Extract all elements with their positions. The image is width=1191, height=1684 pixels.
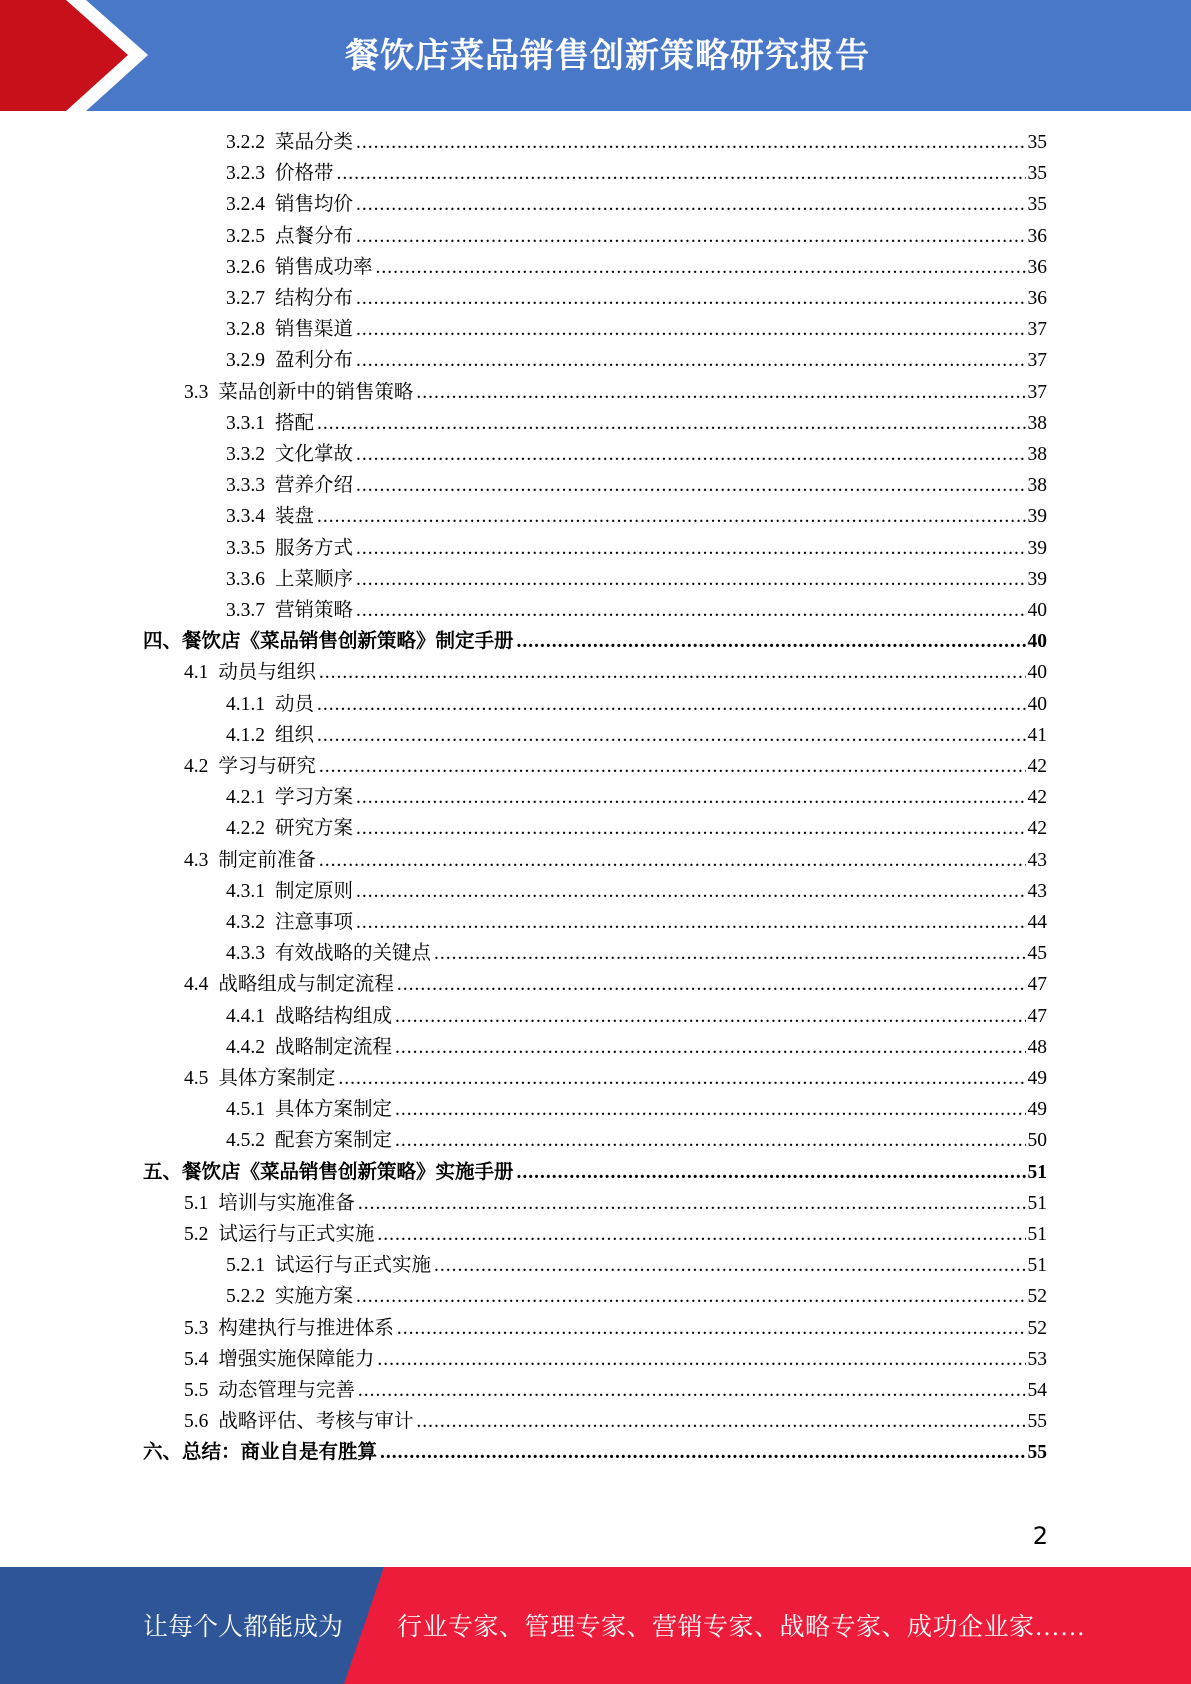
toc-entry[interactable]	[226, 876, 1047, 907]
toc-entry-title: 销售均价	[275, 194, 354, 216]
toc-dot-leader	[319, 751, 1026, 782]
toc-entry-title: 组织	[275, 724, 315, 746]
report-title: 餐饮店菜品销售创新策略研究报告	[345, 36, 870, 76]
toc-dot-leader	[416, 1406, 1025, 1437]
toc-dot-leader	[395, 1001, 1025, 1032]
toc-entry-title: 结构分布	[275, 288, 354, 309]
toc-entry-number: 4.2	[184, 756, 209, 777]
toc-entry-title: 上菜顺序	[275, 568, 354, 590]
toc-entry-title: 四、餐饮店《菜品销售创新策略》制定手册	[143, 631, 514, 653]
toc-entry[interactable]	[184, 1344, 1047, 1375]
toc-entry[interactable]	[184, 1063, 1047, 1094]
page-footer	[0, 1567, 1191, 1684]
toc-entry[interactable]	[184, 1188, 1047, 1219]
toc-entry-number: 5.4	[184, 1348, 209, 1370]
toc-entry[interactable]	[184, 845, 1047, 876]
toc-dot-leader	[395, 1125, 1025, 1156]
toc-dot-leader	[356, 221, 1025, 252]
toc-entry[interactable]	[143, 1157, 1047, 1188]
toc-entry[interactable]	[226, 283, 1047, 314]
toc-entry-page: 40	[1027, 662, 1047, 684]
toc-entry-page: 48	[1027, 1036, 1047, 1058]
toc-entry-page: 52	[1027, 1286, 1047, 1308]
toc-entry-number: 4.5	[184, 1068, 209, 1089]
page-number: 2	[1032, 1522, 1048, 1550]
toc-entry[interactable]	[184, 657, 1047, 688]
toc-entry-title: 培训与实施准备	[218, 1192, 355, 1214]
toc-entry[interactable]	[226, 813, 1047, 844]
toc-entry[interactable]	[226, 158, 1047, 189]
toc-entry-page: 37	[1027, 319, 1047, 341]
toc-entry-page: 49	[1027, 1068, 1047, 1089]
toc-entry[interactable]	[226, 1032, 1047, 1063]
toc-entry-page: 43	[1027, 849, 1047, 871]
toc-dot-leader	[380, 1437, 1025, 1468]
toc-entry-page: 40	[1027, 631, 1047, 653]
toc-dot-leader	[356, 876, 1025, 907]
toc-entry-page: 42	[1027, 756, 1047, 777]
toc-entry-page: 51	[1027, 1255, 1047, 1277]
toc-entry-page: 53	[1027, 1348, 1047, 1370]
toc-entry-page: 38	[1027, 444, 1047, 465]
toc-entry-page: 51	[1027, 1161, 1047, 1183]
toc-dot-leader	[434, 938, 1025, 969]
toc-dot-leader	[319, 657, 1026, 688]
toc-entry-number: 3.3	[184, 381, 209, 403]
toc-dot-leader	[356, 907, 1025, 938]
toc-entry-number: 5.2	[184, 1224, 209, 1245]
toc-entry-number: 3.2.7	[226, 288, 265, 309]
toc-entry-title: 制定前准备	[218, 849, 316, 871]
toc-dot-leader	[395, 1032, 1025, 1063]
toc-entry-number: 3.3.3	[226, 475, 265, 497]
toc-entry[interactable]	[143, 1437, 1047, 1468]
toc-entry[interactable]	[184, 1313, 1047, 1344]
toc-entry-title: 服务方式	[275, 537, 354, 559]
toc-entry-number: 3.2.3	[226, 163, 265, 185]
toc-dot-leader	[317, 408, 1025, 439]
toc-entry-page: 55	[1027, 1411, 1047, 1433]
toc-entry-number: 3.3.5	[226, 537, 265, 559]
toc-entry-number: 3.3.2	[226, 444, 265, 465]
toc-entry-page: 35	[1027, 194, 1047, 216]
toc-dot-leader	[356, 813, 1025, 844]
toc-entry[interactable]	[226, 564, 1047, 595]
toc-entry-number: 3.2.2	[226, 132, 265, 153]
toc-entry-page: 38	[1027, 412, 1047, 434]
toc-entry-page: 40	[1027, 600, 1047, 621]
toc-entry-number: 3.2.8	[226, 319, 265, 341]
toc-entry-number: 4.3.1	[226, 880, 265, 902]
toc-entry-number: 3.2.9	[226, 350, 265, 372]
toc-entry-title: 实施方案	[275, 1286, 354, 1308]
toc-entry-number: 3.3.7	[226, 600, 265, 621]
toc-entry-title: 制定原则	[275, 880, 354, 902]
toc-entry-number: 5.1	[184, 1192, 209, 1214]
toc-dot-leader	[416, 377, 1025, 408]
toc-entry[interactable]	[184, 1406, 1047, 1437]
toc-entry-page: 55	[1027, 1442, 1047, 1464]
toc-entry-number: 5.3	[184, 1317, 209, 1339]
toc-entry-number: 4.1.2	[226, 724, 265, 746]
toc-entry-title: 营销策略	[275, 600, 354, 621]
toc-entry-page: 42	[1027, 818, 1047, 840]
toc-dot-leader	[434, 1250, 1025, 1281]
toc-entry-page: 37	[1027, 350, 1047, 372]
toc-entry-number: 3.3.4	[226, 506, 265, 528]
toc-entry-page: 40	[1027, 693, 1047, 715]
toc-entry[interactable]	[226, 408, 1047, 439]
toc-entry-number: 4.3.2	[226, 912, 265, 933]
toc-entry-title: 注意事项	[275, 912, 354, 933]
toc-entry-number: 3.2.6	[226, 256, 265, 278]
toc-entry-number: 4.1.1	[226, 693, 265, 715]
toc-entry-title: 战略结构组成	[275, 1005, 393, 1027]
toc-entry-title: 营养介绍	[275, 475, 354, 497]
toc-dot-leader	[356, 314, 1025, 345]
footer-slogan-left: 让每个人都能成为	[143, 1614, 344, 1641]
toc-entry-page: 38	[1027, 475, 1047, 497]
toc-entry-page: 51	[1027, 1192, 1047, 1214]
toc-entry[interactable]	[226, 127, 1047, 158]
toc-dot-leader	[356, 345, 1025, 376]
toc-entry-title: 文化掌故	[275, 444, 354, 465]
toc-entry-page: 45	[1027, 943, 1047, 965]
toc-entry[interactable]	[226, 1094, 1047, 1125]
toc-entry-number: 3.3.6	[226, 568, 265, 590]
toc-entry[interactable]	[226, 470, 1047, 501]
toc-entry[interactable]	[226, 533, 1047, 564]
toc-entry-number: 3.2.4	[226, 194, 265, 216]
toc-entry[interactable]	[184, 1219, 1047, 1250]
toc-entry[interactable]	[226, 314, 1047, 345]
toc-entry[interactable]	[226, 501, 1047, 532]
toc-entry-page: 36	[1027, 225, 1047, 247]
toc-entry-page: 43	[1027, 880, 1047, 902]
toc-entry-number: 4.1	[184, 662, 209, 684]
toc-entry-title: 学习方案	[275, 787, 354, 809]
toc-dot-leader	[356, 439, 1025, 470]
toc-entry[interactable]	[226, 1125, 1047, 1156]
toc-entry-number: 5.2.2	[226, 1286, 265, 1308]
toc-entry-page: 52	[1027, 1317, 1047, 1339]
toc-entry-number: 4.4.1	[226, 1005, 265, 1027]
toc-entry-title: 具体方案制定	[275, 1099, 393, 1121]
toc-entry[interactable]	[226, 720, 1047, 751]
toc-entry-title: 学习与研究	[218, 756, 316, 777]
toc-dot-leader	[395, 1094, 1025, 1125]
footer-slogan-right: 行业专家、管理专家、营销专家、战略专家、成功企业家……	[397, 1614, 1086, 1641]
toc-entry-title: 菜品分类	[275, 132, 354, 153]
toc-entry-page: 36	[1027, 288, 1047, 309]
toc-entry[interactable]	[226, 221, 1047, 252]
toc-entry[interactable]	[226, 938, 1047, 969]
toc-entry-title: 价格带	[275, 163, 334, 185]
toc-entry[interactable]	[184, 969, 1047, 1000]
toc-dot-leader	[317, 720, 1025, 751]
toc-entry-number: 3.3.1	[226, 412, 265, 434]
toc-dot-leader	[376, 252, 1026, 283]
toc-entry-title: 战略评估、考核与审计	[218, 1411, 414, 1433]
toc-entry-page: 47	[1027, 974, 1047, 996]
toc-entry[interactable]	[226, 782, 1047, 813]
toc-entry-title: 研究方案	[275, 818, 354, 840]
toc-dot-leader	[358, 1188, 1026, 1219]
toc-entry-title: 有效战略的关键点	[275, 943, 432, 965]
toc-entry-number: 4.3	[184, 849, 209, 871]
toc-entry-page: 39	[1027, 537, 1047, 559]
toc-dot-leader	[517, 626, 1026, 657]
toc-entry[interactable]	[184, 377, 1047, 408]
toc-entry-page: 37	[1027, 381, 1047, 403]
toc-dot-leader	[356, 127, 1025, 158]
toc-entry[interactable]	[226, 1001, 1047, 1032]
toc-entry-number: 5.5	[184, 1380, 209, 1401]
toc-entry[interactable]	[226, 689, 1047, 720]
toc-dot-leader	[377, 1344, 1025, 1375]
toc-entry-title: 装盘	[275, 506, 315, 528]
toc-entry[interactable]	[226, 907, 1047, 938]
toc-dot-leader	[356, 1281, 1025, 1312]
toc-entry-page: 42	[1027, 787, 1047, 809]
toc-entry-page: 47	[1027, 1005, 1047, 1027]
toc-entry-number: 4.4	[184, 974, 209, 996]
toc-entry-page: 54	[1027, 1380, 1047, 1401]
toc-dot-leader	[317, 689, 1025, 720]
toc-entry-page: 41	[1027, 724, 1047, 746]
toc-entry-title: 点餐分布	[275, 225, 354, 247]
toc-entry-title: 动态管理与完善	[218, 1380, 355, 1401]
toc-entry[interactable]	[226, 252, 1047, 283]
toc-dot-leader	[356, 533, 1025, 564]
toc-entry-page: 39	[1027, 568, 1047, 590]
toc-dot-leader	[517, 1157, 1026, 1188]
toc-entry[interactable]	[184, 751, 1047, 782]
toc-entry-page: 35	[1027, 163, 1047, 185]
toc-entry-title: 战略组成与制定流程	[218, 974, 394, 996]
toc-entry-page: 36	[1027, 256, 1047, 278]
toc-dot-leader	[356, 564, 1025, 595]
toc-entry-title: 六、总结：商业自是有胜算	[143, 1442, 378, 1464]
toc-dot-leader	[358, 1375, 1026, 1406]
toc-entry[interactable]	[226, 189, 1047, 220]
toc-entry-title: 销售成功率	[275, 256, 373, 278]
toc-entry-page: 44	[1027, 912, 1047, 933]
toc-entry-title: 试运行与正式实施	[218, 1224, 375, 1245]
toc-entry-title: 盈利分布	[275, 350, 354, 372]
toc-entry-number: 5.6	[184, 1411, 209, 1433]
toc-entry-title: 增强实施保障能力	[218, 1348, 375, 1370]
toc-dot-leader	[356, 283, 1025, 314]
toc-entry-number: 4.3.3	[226, 943, 265, 965]
toc-entry-number: 4.5.2	[226, 1130, 265, 1152]
toc-entry-title: 搭配	[275, 412, 315, 434]
toc-entry-page: 39	[1027, 506, 1047, 528]
toc-entry-title: 五、餐饮店《菜品销售创新策略》实施手册	[143, 1161, 514, 1183]
toc-dot-leader	[356, 189, 1025, 220]
toc-entry-title: 动员	[275, 693, 315, 715]
toc-entry[interactable]	[143, 626, 1047, 657]
toc-entry-title: 具体方案制定	[218, 1068, 336, 1089]
toc-entry-page: 35	[1027, 132, 1047, 153]
toc-entry[interactable]	[226, 595, 1047, 626]
toc-dot-leader	[337, 158, 1026, 189]
toc-entry[interactable]	[226, 1281, 1047, 1312]
toc-dot-leader	[377, 1219, 1025, 1250]
toc-entry-page: 50	[1027, 1130, 1047, 1152]
toc-entry[interactable]	[226, 1250, 1047, 1281]
toc-entry-number: 4.2.2	[226, 818, 265, 840]
toc-dot-leader	[397, 1313, 1026, 1344]
toc-entry-title: 试运行与正式实施	[275, 1255, 432, 1277]
toc-entry-title: 战略制定流程	[275, 1036, 393, 1058]
page-header	[0, 0, 1191, 111]
toc-dot-leader	[397, 969, 1026, 1000]
toc-entry-number: 5.2.1	[226, 1255, 265, 1277]
toc-entry-title: 销售渠道	[275, 319, 354, 341]
toc-dot-leader	[356, 595, 1025, 626]
toc-entry-title: 配套方案制定	[275, 1130, 393, 1152]
toc-entry-title: 菜品创新中的销售策略	[218, 381, 414, 403]
toc-dot-leader	[356, 782, 1025, 813]
toc-dot-leader	[338, 1063, 1025, 1094]
toc-entry-page: 51	[1027, 1224, 1047, 1245]
toc-dot-leader	[319, 845, 1026, 876]
toc-dot-leader	[356, 470, 1025, 501]
toc-entry-number: 3.2.5	[226, 225, 265, 247]
toc-entry[interactable]	[226, 345, 1047, 376]
toc-entry[interactable]	[226, 439, 1047, 470]
toc-entry-title: 动员与组织	[218, 662, 316, 684]
toc-entry-title: 构建执行与推进体系	[218, 1317, 394, 1339]
toc-dot-leader	[317, 501, 1025, 532]
toc-entry[interactable]	[184, 1375, 1047, 1406]
toc-entry-number: 4.2.1	[226, 787, 265, 809]
toc-entry-number: 4.4.2	[226, 1036, 265, 1058]
toc-entry-number: 4.5.1	[226, 1099, 265, 1121]
toc-entry-page: 49	[1027, 1099, 1047, 1121]
